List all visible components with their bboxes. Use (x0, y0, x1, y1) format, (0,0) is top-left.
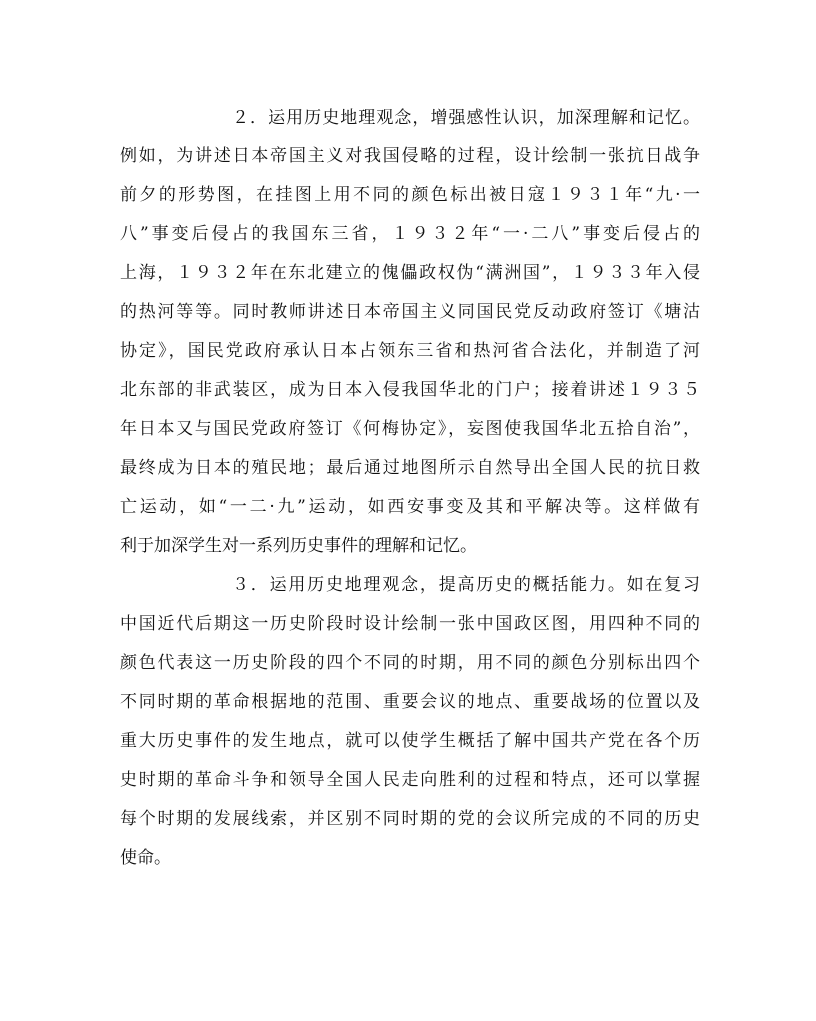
paragraph-2-line-6: 的热河等等。同时教师讲述日本帝国主义同国民党反动政府签订《塘沽 (120, 302, 700, 322)
paragraph-2-line-2: 例如，为讲述日本帝国主义对我国侵略的过程，设计绘制一张抗日战争 (120, 146, 700, 166)
paragraph-2-line-11: 亡运动，如“一二·九”运动，如西安事变及其和平解决等。这样做有 (120, 497, 700, 517)
paragraph-3-line-7: 每个时期的发展线索，并区别不同时期的党的会议所完成的不同的历史 (120, 809, 700, 829)
paragraph-3-line-4: 不同时期的革命根据地的范围、重要会议的地点、重要战场的位置以及 (120, 692, 700, 712)
paragraph-3-line-3: 颜色代表这一历史阶段的四个不同的时期，用不同的颜色分别标出四个 (120, 653, 700, 673)
paragraph-2-line-4: 八”事变后侵占的我国东三省，１９３２年“一·二八”事变后侵占的 (120, 224, 700, 244)
paragraph-2-line-9: 年日本又与国民党政府签订《何梅协定》，妄图使我国华北五拾自治”， (120, 419, 700, 439)
paragraph-2-line-8: 北东部的非武装区，成为日本入侵我国华北的门户；接着讲述１９３５ (120, 380, 700, 400)
paragraph-2-line-7: 协定》，国民党政府承认日本占领东三省和热河省合法化，并制造了河 (120, 341, 700, 361)
paragraph-3-line-5: 重大历史事件的发生地点，就可以使学生概括了解中国共产党在各个历 (120, 731, 700, 751)
paragraph-2-line-5: 上海，１９３２年在东北建立的傀儡政权伪“满洲国”，１９３３年入侵 (120, 263, 700, 283)
paragraph-3-line-1: ３．运用历史地理观念，提高历史的概括能力。如在复习 (232, 575, 700, 595)
paragraph-3-line-2: 中国近代后期这一历史阶段时设计绘制一张中国政区图，用四种不同的 (120, 614, 700, 634)
paragraph-2-line-3: 前夕的形势图，在挂图上用不同的颜色标出被日寇１９３１年“九·一 (120, 185, 700, 205)
paragraph-3-line-6: 史时期的革命斗争和领导全国人民走向胜利的过程和特点，还可以掌握 (120, 770, 700, 790)
paragraph-2-line-1: ２．运用历史地理观念，增强感性认识，加深理解和记忆。 (232, 108, 700, 128)
paragraph-2-line-10: 最终成为日本的殖民地；最后通过地图所示自然导出全国人民的抗日救 (120, 458, 700, 478)
paragraph-3-line-8: 使命。 (120, 848, 171, 868)
paragraph-2-line-12: 利于加深学生对一系列历史事件的理解和记忆。 (120, 536, 477, 556)
